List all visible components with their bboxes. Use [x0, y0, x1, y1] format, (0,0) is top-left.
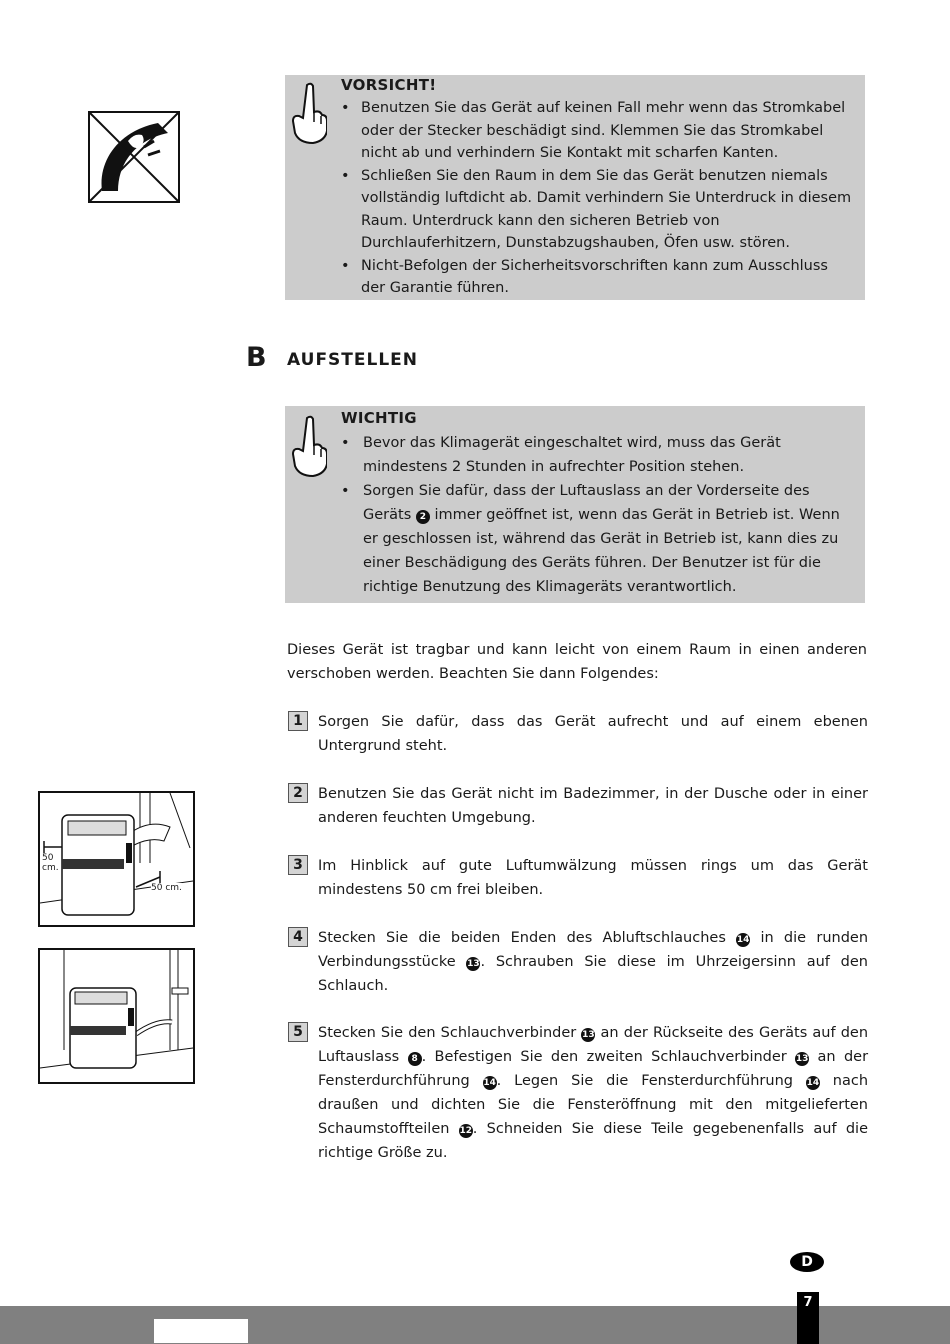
caution-box [285, 75, 865, 300]
part-ref-badge: 13 [467, 959, 480, 969]
step-number: 2 [288, 783, 308, 803]
step-text-part: . Legen Sie die Fensterdurchführung [496, 1073, 793, 1089]
important-item-text: immer geöffnet ist, wenn das Gerät in Betrieb ist. Wenn er geschlossen ist, während das Gerät in Betrieb ist, kann dies zu einer Beschädigung des Geräts führen. Der Benutzer ist für die richtige Benutzung des Klimageräts verantwortlich. [363, 507, 840, 595]
part-ref-badge: 13 [795, 1054, 809, 1064]
part-ref-badge: 12 [459, 1126, 473, 1136]
step-text: Sorgen Sie dafür, dass das Gerät aufrecht und auf einem ebenen Untergrund steht. [318, 714, 868, 754]
pointing-hand-icon [291, 81, 327, 145]
step-text-part: in die runden Verbindungsstücke [318, 930, 869, 970]
part-ref-badge: 14 [736, 935, 750, 945]
caution-item: • Nicht-Befolgen der Sicherheitsvorschriften kann zum Ausschluss der Garantie führen. [341, 255, 856, 300]
step-text-part: an der Fensterdurchführung [318, 1049, 869, 1089]
section-title: AUFSTELLEN [287, 350, 419, 370]
air-conditioner-hose-illustration [40, 950, 193, 1082]
footer-tab [154, 1319, 248, 1343]
part-ref-badge: 14 [483, 1078, 496, 1088]
caution-item: • Schließen Sie den Raum in dem Sie das Gerät benutzen niemals vollständig luftdicht ab. Damit verhindern Sie Unterdruck in diesem Raum. Unterdruck kann den sicheren Betrieb von Durchlauferhitzern, Dunstabzugshauben, Öfen usw. stören. [341, 165, 856, 255]
side-clearance-label: 50 [42, 853, 54, 863]
step-text [318, 926, 868, 998]
section-letter: B [246, 342, 267, 373]
caution-title: VORSICHT! [341, 76, 437, 94]
hose-installation-figure [38, 948, 195, 1084]
step-text-part: Stecken Sie die beiden Enden des Abluftschlauches [318, 930, 726, 946]
step-number: 3 [288, 855, 308, 875]
step-text-part: . Befestigen Sie den zweiten Schlauchverbinder [421, 1049, 787, 1065]
important-item-text: Sorgen Sie dafür, dass der Luftauslass an der Vorderseite des Geräts [363, 483, 810, 523]
page-number: 7 [797, 1292, 819, 1344]
caution-list [341, 97, 856, 300]
step-number: 1 [288, 711, 308, 731]
step-text-part: an der Rückseite des Geräts auf den Luftauslass [318, 1025, 869, 1065]
air-conditioner-illustration [40, 793, 193, 925]
caution-item: • Benutzen Sie das Gerät auf keinen Fall mehr wenn das Stromkabel oder der Stecker beschädigt sind. Klemmen Sie das Stromkabel nicht ab und verhindern Sie Kontakt mit scharfen Kanten. [341, 97, 856, 165]
language-badge: D [790, 1252, 824, 1272]
step-text-part: nach draußen und dichten Sie die Fensteröffnung mit den mitgelieferten Schaumstoffteilen [318, 1073, 869, 1137]
side-clearance-unit: cm. [42, 863, 59, 873]
no-damaged-cable-icon [88, 111, 180, 203]
part-ref-badge: 2 [416, 510, 430, 524]
step-text [318, 1021, 868, 1165]
step-text: Im Hinblick auf gute Luftumwälzung müssen rings um das Gerät mindestens 50 cm frei bleiben. [318, 858, 868, 898]
floor-clearance-label: 50 cm. [151, 883, 182, 893]
clearance-figure [38, 791, 195, 927]
step-number: 4 [288, 927, 308, 947]
part-ref-badge: 14 [806, 1078, 820, 1088]
important-title: WICHTIG [341, 409, 417, 427]
step-number: 5 [288, 1022, 308, 1042]
step-text-part: Stecken Sie den Schlauchverbinder [318, 1025, 577, 1041]
important-list [341, 431, 853, 599]
part-ref-badge: 13 [582, 1030, 595, 1040]
important-item [341, 431, 853, 479]
pointing-hand-icon [291, 414, 327, 478]
step-text-part: . Schrauben Sie diese im Uhrzeigersinn auf den Schlauch. [318, 954, 868, 994]
important-item-text: Bevor das Klimagerät eingeschaltet wird, muss das Gerät mindestens 2 Stunden in aufrechter Position stehen. [363, 435, 781, 475]
important-item [341, 479, 853, 599]
part-ref-badge: 8 [408, 1052, 422, 1066]
step-text-part: . Schneiden Sie diese Teile gegebenenfalls auf die richtige Größe zu. [318, 1121, 868, 1161]
step-text: Benutzen Sie das Gerät nicht im Badezimmer, in der Dusche oder in einer anderen feuchten Umgebung. [318, 786, 868, 826]
important-box [285, 406, 865, 603]
intro-paragraph: Dieses Gerät ist tragbar und kann leicht von einem Raum in einen anderen verschoben werden. Beachten Sie dann Folgendes: [287, 642, 867, 682]
